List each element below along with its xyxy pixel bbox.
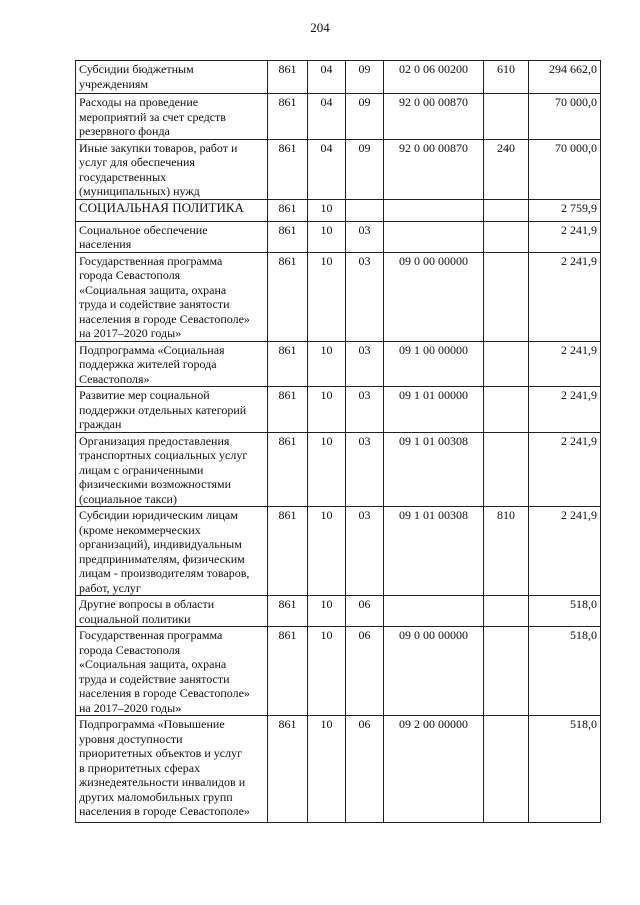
row-subsection-code: 06 <box>346 596 384 627</box>
row-ved-code: 861 <box>268 716 308 823</box>
row-subsection-code: 09 <box>346 94 384 140</box>
row-target-code: 09 1 00 00000 <box>384 341 484 387</box>
row-expense-type <box>484 596 529 627</box>
row-ved-code: 861 <box>268 596 308 627</box>
row-name: Государственная программа города Севастополя «Социальная защита, охрана труда и содействие занятости населения в городе Севастополе» на 2017–2020 годы» <box>76 252 268 341</box>
row-expense-type: 240 <box>484 139 529 199</box>
row-ved-code: 861 <box>268 61 308 94</box>
row-section-code: 10 <box>308 432 346 507</box>
row-section-code: 10 <box>308 716 346 823</box>
row-amount: 2 241,9 <box>529 387 601 433</box>
row-expense-type <box>484 341 529 387</box>
row-section-code: 10 <box>308 596 346 627</box>
table-row <box>76 61 601 94</box>
row-target-code: 09 0 00 00000 <box>384 627 484 716</box>
row-amount: 2 241,9 <box>529 432 601 507</box>
row-amount: 2 759,9 <box>529 199 601 221</box>
row-subsection-code: 06 <box>346 716 384 823</box>
row-section-code: 04 <box>308 94 346 140</box>
row-target-code: 09 1 01 00000 <box>384 387 484 433</box>
row-section-code: 04 <box>308 61 346 94</box>
row-ved-code: 861 <box>268 221 308 252</box>
row-target-code: 02 0 06 00200 <box>384 61 484 94</box>
row-target-code: 09 1 01 00308 <box>384 507 484 596</box>
row-target-code <box>384 596 484 627</box>
row-target-code: 92 0 00 00870 <box>384 94 484 140</box>
row-section-code: 10 <box>308 341 346 387</box>
row-amount: 518,0 <box>529 627 601 716</box>
row-expense-type <box>484 199 529 221</box>
row-amount: 70 000,0 <box>529 94 601 140</box>
row-subsection-code: 09 <box>346 139 384 199</box>
row-subsection-code: 03 <box>346 387 384 433</box>
row-amount: 2 241,9 <box>529 507 601 596</box>
row-expense-type <box>484 627 529 716</box>
row-subsection-code: 06 <box>346 627 384 716</box>
row-target-code: 92 0 00 00870 <box>384 139 484 199</box>
row-subsection-code: 03 <box>346 221 384 252</box>
row-amount: 2 241,9 <box>529 341 601 387</box>
table-row <box>76 387 601 433</box>
row-subsection-code <box>346 199 384 221</box>
row-name: СОЦИАЛЬНАЯ ПОЛИТИКА <box>76 199 268 221</box>
row-section-code: 10 <box>308 507 346 596</box>
row-subsection-code: 03 <box>346 252 384 341</box>
table-row <box>76 94 601 140</box>
table-row <box>76 221 601 252</box>
row-section-code: 04 <box>308 139 346 199</box>
row-name: Подпрограмма «Повышение уровня доступности приоритетных объектов и услуг в приоритетных сферах жизнедеятельности инвалидов и других маломобильных групп населения в городе Севастополе» <box>76 716 268 823</box>
row-name: Субсидии юридическим лицам (кроме некоммерческих организаций), индивидуальным предпринимателям, физическим лицам - производителям товаров, работ, услуг <box>76 507 268 596</box>
page-number: 204 <box>310 20 330 35</box>
row-section-code: 10 <box>308 387 346 433</box>
table-row <box>76 507 601 596</box>
row-expense-type: 810 <box>484 507 529 596</box>
row-name: Подпрограмма «Социальная поддержка жителей города Севастополя» <box>76 341 268 387</box>
row-section-code: 10 <box>308 627 346 716</box>
row-section-code: 10 <box>308 221 346 252</box>
row-expense-type <box>484 221 529 252</box>
table-row <box>76 627 601 716</box>
row-name: Социальное обеспечение населения <box>76 221 268 252</box>
row-expense-type <box>484 387 529 433</box>
row-name: Развитие мер социальной поддержки отдельных категорий граждан <box>76 387 268 433</box>
row-name: Организация предоставления транспортных социальных услуг лицам с ограниченными физическими возможностями (социальное такси) <box>76 432 268 507</box>
row-name: Другие вопросы в области социальной политики <box>76 596 268 627</box>
row-ved-code: 861 <box>268 387 308 433</box>
row-expense-type <box>484 432 529 507</box>
row-target-code: 09 0 00 00000 <box>384 252 484 341</box>
row-target-code <box>384 199 484 221</box>
table-row <box>76 252 601 341</box>
row-subsection-code: 03 <box>346 432 384 507</box>
row-expense-type: 610 <box>484 61 529 94</box>
row-target-code <box>384 221 484 252</box>
row-amount: 70 000,0 <box>529 139 601 199</box>
row-name: Расходы на проведение мероприятий за счет средств резервного фонда <box>76 94 268 140</box>
row-target-code: 09 1 01 00308 <box>384 432 484 507</box>
row-ved-code: 861 <box>268 507 308 596</box>
row-ved-code: 861 <box>268 94 308 140</box>
row-ved-code: 861 <box>268 139 308 199</box>
table-row <box>76 139 601 199</box>
budget-table <box>75 60 601 823</box>
row-ved-code: 861 <box>268 341 308 387</box>
row-section-code: 10 <box>308 199 346 221</box>
row-ved-code: 861 <box>268 627 308 716</box>
row-name: Субсидии бюджетным учреждениям <box>76 61 268 94</box>
table-row <box>76 199 601 221</box>
row-expense-type <box>484 94 529 140</box>
row-expense-type <box>484 252 529 341</box>
row-subsection-code: 03 <box>346 507 384 596</box>
table-row <box>76 596 601 627</box>
row-amount: 518,0 <box>529 596 601 627</box>
table-row <box>76 432 601 507</box>
table-row <box>76 716 601 823</box>
row-expense-type <box>484 716 529 823</box>
row-section-code: 10 <box>308 252 346 341</box>
row-name: Иные закупки товаров, работ и услуг для обеспечения государственных (муниципальных) нужд <box>76 139 268 199</box>
row-amount: 518,0 <box>529 716 601 823</box>
row-ved-code: 861 <box>268 199 308 221</box>
row-amount: 2 241,9 <box>529 252 601 341</box>
row-amount: 294 662,0 <box>529 61 601 94</box>
row-ved-code: 861 <box>268 432 308 507</box>
row-target-code: 09 2 00 00000 <box>384 716 484 823</box>
row-name: Государственная программа города Севастополя «Социальная защита, охрана труда и содействие занятости населения в городе Севастополе» на 2017–2020 годы» <box>76 627 268 716</box>
table-row <box>76 341 601 387</box>
row-subsection-code: 03 <box>346 341 384 387</box>
row-ved-code: 861 <box>268 252 308 341</box>
row-amount: 2 241,9 <box>529 221 601 252</box>
row-subsection-code: 09 <box>346 61 384 94</box>
